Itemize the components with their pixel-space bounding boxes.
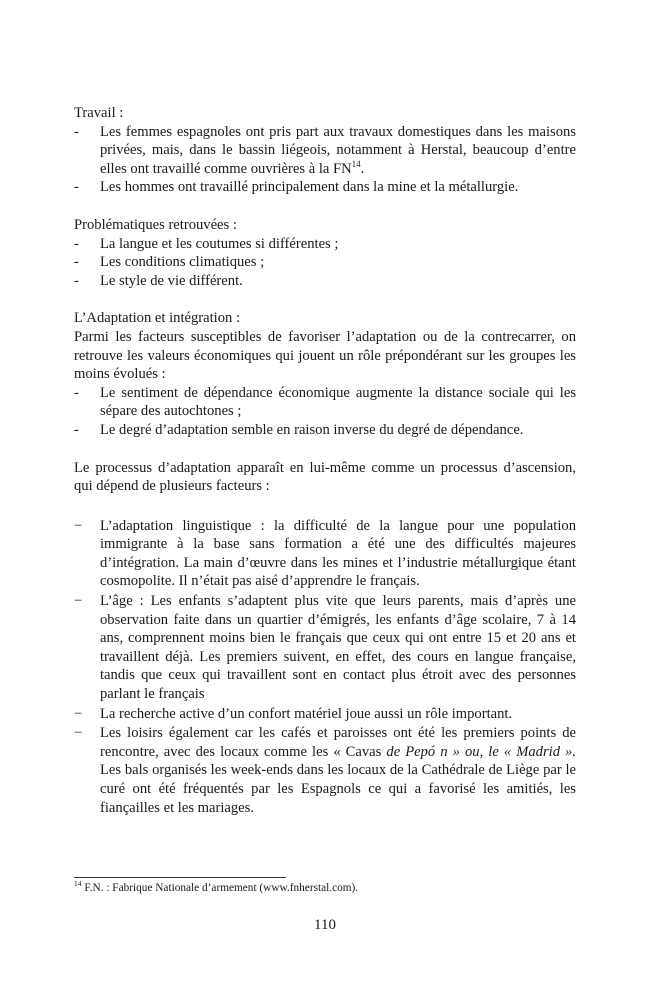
footnote <box>74 879 359 894</box>
list-item: - Les femmes espagnoles ont pris part aux travaux domestiques dans les maisons privées, mais, dans le bassin liégeois, notamment à Herstal, beaucoup d’entre elles ont travaillé comme ouvrières à la FN$^{14}$. <box>74 123 576 179</box>
page-body <box>74 104 576 818</box>
travail-list <box>74 123 576 197</box>
adaptation-paragraph: Parmi les facteurs susceptibles de favoriser l’adaptation ou de la contrecarrer, on retrouve les valeurs économiques qui jouent un rôle prépondérant sur les groupes les moins évolués : <box>74 328 576 383</box>
list-item: - Le style de vie différent. <box>74 272 576 291</box>
page-number: 110 <box>314 917 336 933</box>
list-item: − L’âge : Les enfants s’adaptent plus vite que leurs parents, mais d’après une observation faite dans un quartier d’émigrés, les enfants d’âge scolaire, 7 à 14 ans, comprennent moins bien le français que ceux qui ont entre 15 et 20 ans et travaillent déjà. Les premiers suivent, en effet, des cours en langue française, tandis que ceux qui travaillent sont en contact plus étroit avec des personnes parlant le français <box>74 592 576 704</box>
footnote-ref[interactable]: 14 <box>351 158 361 169</box>
list-item: - Le sentiment de dépendance économique augmente la distance sociale qui les sépare des autochtones ; <box>74 384 576 421</box>
footnote-divider <box>74 877 286 878</box>
footnote-number: 14 <box>74 879 82 889</box>
list-item: − L’adaptation linguistique : la difficulté de la langue pour une population immigrante à la base sans formation a été une des difficultés majeures d’intégration. La main d’œuvre dans les mines et l’industrie métallurgique étant cosmopolite. Il n’était pas aisé d’apprendre le français. <box>74 517 576 591</box>
list-item: − Les loisirs également car les cafés et paroisses ont été les premiers points de rencontre, avec des locaux comme les « Cavas de Pepó n » ou, le « Madrid ». Les bals organisés les week-ends dans les locaux de la Cathédrale de Liège par le curé ont été fréquentés par les Espagnols ce qui a favorisé les amitiés, les fiançailles et les mariages. <box>74 724 576 817</box>
section-heading-problematiques: Problématiques retrouvées : <box>74 216 237 233</box>
footnote-text: F.N. : Fabrique Nationale d’armement (www.fnherstal.com). <box>81 882 359 894</box>
list-item: - Le degré d’adaptation semble en raison inverse du degré de dépendance. <box>74 421 576 440</box>
list-item: - Les hommes ont travaillé principalement dans la mine et la métallurgie. <box>74 178 576 197</box>
list-item: - La langue et les coutumes si différentes ; <box>74 235 576 254</box>
list-item: - Les conditions climatiques ; <box>74 253 576 272</box>
facteurs-list <box>74 517 576 818</box>
problematiques-list <box>74 235 576 291</box>
list-item: − La recherche active d’un confort matériel joue aussi un rôle important. <box>74 705 576 724</box>
section-heading-adaptation: L’Adaptation et intégration : <box>74 310 241 327</box>
section-heading-travail: Travail : <box>74 105 124 121</box>
adaptation-list <box>74 384 576 440</box>
processus-paragraph: Le processus d’adaptation apparaît en lui-même comme un processus d’ascension, qui dépend de plusieurs facteurs : <box>74 459 576 495</box>
